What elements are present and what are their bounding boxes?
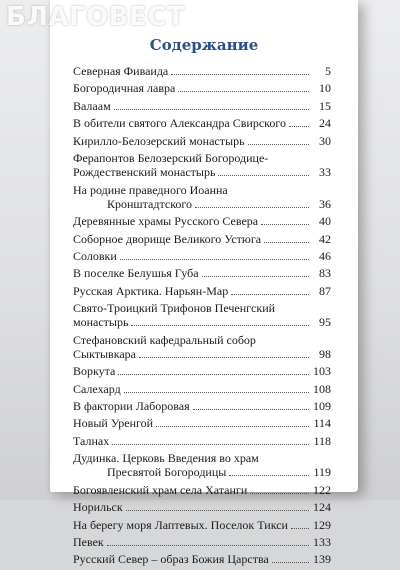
dot-leader [231, 294, 309, 295]
dot-leader [118, 374, 309, 375]
dot-leader [261, 224, 309, 225]
toc-page-number: 122 [313, 482, 331, 497]
toc-page-number: 108 [313, 381, 331, 396]
toc-entry-line [73, 382, 331, 396]
toc-entry-line [73, 535, 331, 549]
toc-entry-title: Соборное дворище Великого Устюга [73, 231, 262, 246]
toc-entry-line [73, 518, 331, 532]
toc-page-number: 33 [319, 165, 331, 180]
toc-entry [73, 134, 331, 148]
toc-entry [73, 183, 331, 211]
toc-entry-line [73, 315, 331, 329]
toc-entry-title: Воркута [73, 364, 116, 379]
toc-entry-title: Русский Север – образ Божия Царства [73, 552, 269, 567]
toc-entry-line [73, 552, 331, 566]
toc-entry-line [73, 465, 331, 479]
toc-entry [73, 151, 331, 179]
toc-entry-line [73, 284, 331, 298]
dot-leader [218, 175, 309, 176]
toc-entry-title: Норильск [73, 500, 123, 515]
toc-page-number: 42 [319, 231, 331, 246]
toc-entry-line [73, 266, 331, 280]
dot-leader [139, 357, 309, 358]
dot-leader [250, 493, 309, 494]
dot-leader [291, 528, 309, 529]
toc-entry-line [73, 197, 331, 211]
toc-entry [73, 249, 331, 263]
dot-leader [248, 144, 309, 145]
dot-leader [202, 276, 309, 277]
dot-leader [195, 207, 309, 208]
toc-entry [73, 552, 331, 566]
toc-entry [73, 434, 331, 448]
toc-entry-title: Талнах [73, 433, 110, 448]
toc-entry-line [73, 64, 331, 78]
toc-entry [73, 99, 331, 113]
toc-entry-title: Соловки [73, 248, 117, 263]
toc-page-number: 15 [319, 98, 331, 113]
toc-page-number: 98 [319, 346, 331, 361]
dot-leader [107, 545, 309, 546]
toc-page-number: 46 [319, 248, 331, 263]
toc-entry [73, 232, 331, 246]
toc-entry [73, 399, 331, 413]
toc-entry-title: Пресвятой Богородицы [107, 465, 227, 480]
toc-page-number: 40 [319, 214, 331, 229]
dot-leader [178, 91, 309, 92]
toc-page-number: 119 [313, 465, 331, 480]
toc-entry [73, 81, 331, 95]
toc-entry-line [73, 399, 331, 413]
toc-entry-line [73, 364, 331, 378]
toc-page-number: 129 [313, 517, 331, 532]
dot-leader [272, 562, 309, 563]
toc-entry [73, 284, 331, 298]
toc-entry-title: Ферапонтов Белозерский Богородице- [73, 150, 269, 165]
toc-entry [73, 301, 331, 329]
dot-leader [126, 510, 309, 511]
toc-entry [73, 535, 331, 549]
toc-entry-title: Богородичная лавра [73, 81, 176, 96]
toc-entry-title: В поселке Белушья Губа [73, 266, 199, 281]
toc-entry-line [73, 434, 331, 448]
toc-entry [73, 451, 331, 479]
dot-leader [193, 409, 309, 410]
toc-entry-title: На родине праведного Иоанна [73, 182, 228, 197]
toc-entry-title: Деревянные храмы Русского Севера [73, 214, 259, 229]
toc-page-number: 36 [319, 196, 331, 211]
toc-page-number: 103 [313, 364, 331, 379]
toc-entry-line [73, 416, 331, 430]
toc-page-number: 139 [313, 552, 331, 567]
toc-entry [73, 364, 331, 378]
page-title: Содержание [149, 36, 259, 54]
toc-entry-title: Новый Уренгой [73, 416, 154, 431]
dot-leader [264, 242, 309, 243]
toc-entry-line [73, 134, 331, 148]
toc-entry [73, 214, 331, 228]
toc-entry-line [73, 81, 331, 95]
toc-entry-title: В обители святого Александра Свирского [73, 116, 286, 131]
toc-page-number: 30 [319, 133, 331, 148]
toc-entry [73, 333, 331, 361]
dot-leader [120, 259, 309, 260]
toc-page-number: 114 [313, 416, 331, 431]
toc-entry-title: Свято-Троицкий Трифонов Печенгский [73, 301, 276, 316]
dot-leader [124, 392, 309, 393]
dot-leader [112, 444, 309, 445]
toc-entry-line [73, 500, 331, 514]
toc-entry-title: Сыктывкара [73, 346, 137, 361]
toc-entry [73, 382, 331, 396]
toc-entry-line [73, 347, 331, 361]
toc-entry [73, 416, 331, 430]
toc-entry-line [73, 116, 331, 130]
toc-entry-title: Стефановский кафедральный собор [73, 332, 256, 347]
watermark-logo: БЛАГОВЕСТ [6, 2, 186, 32]
toc-entry-title: Валаам [73, 98, 111, 113]
toc-page-number: 118 [313, 433, 331, 448]
dot-leader [131, 325, 309, 326]
dot-leader [156, 426, 309, 427]
toc-entry-title: Салехард [73, 381, 121, 396]
toc-entry [73, 116, 331, 130]
toc-entry [73, 64, 331, 78]
toc-entry-title: В фактории Лаборовая [73, 399, 190, 414]
toc-entry-title: Кронштадтского [107, 196, 193, 211]
dot-leader [114, 109, 309, 110]
toc-entry [73, 518, 331, 532]
toc-page-number: 10 [319, 81, 331, 96]
toc-entry [73, 266, 331, 280]
toc-entry [73, 500, 331, 514]
toc-entry-line [73, 99, 331, 113]
toc-entry [73, 483, 331, 497]
toc-page-number: 133 [313, 535, 331, 549]
toc-page-number: 124 [313, 500, 331, 515]
dot-leader [289, 126, 309, 127]
toc-entry-line [73, 232, 331, 246]
toc-entry-title: монастырь [73, 315, 129, 330]
toc-entry-title: На берегу моря Лаптевых. Поселок Тикси [73, 517, 288, 532]
toc-page-number: 5 [325, 64, 331, 78]
toc-entry-title: Русская Арктика. Нарьян-Мар [73, 283, 229, 298]
toc-entry-title: Дудинка. Церковь Введения во храм [73, 451, 259, 466]
toc-entry-title: Богоявленский храм села Хатанги [73, 482, 248, 497]
toc-entry-line [73, 483, 331, 497]
book-page [50, 0, 358, 567]
toc-entry-title: Певек [73, 535, 104, 549]
toc-entry-line [73, 165, 331, 179]
table-of-contents [73, 64, 331, 570]
toc-page-number: 109 [313, 399, 331, 414]
toc-entry-line [73, 214, 331, 228]
toc-entry-title: Северная Фиваида [73, 64, 169, 78]
toc-page-number: 87 [319, 283, 331, 298]
toc-page-number: 83 [319, 266, 331, 281]
toc-page-number: 24 [319, 116, 331, 131]
toc-entry-title: Рождественский монастырь [73, 165, 216, 180]
dot-leader [229, 475, 309, 476]
dot-leader [171, 74, 309, 75]
toc-page-number: 95 [319, 315, 331, 330]
toc-entry-title: Кирилло-Белозерский монастырь [73, 133, 245, 148]
toc-entry-line [73, 249, 331, 263]
